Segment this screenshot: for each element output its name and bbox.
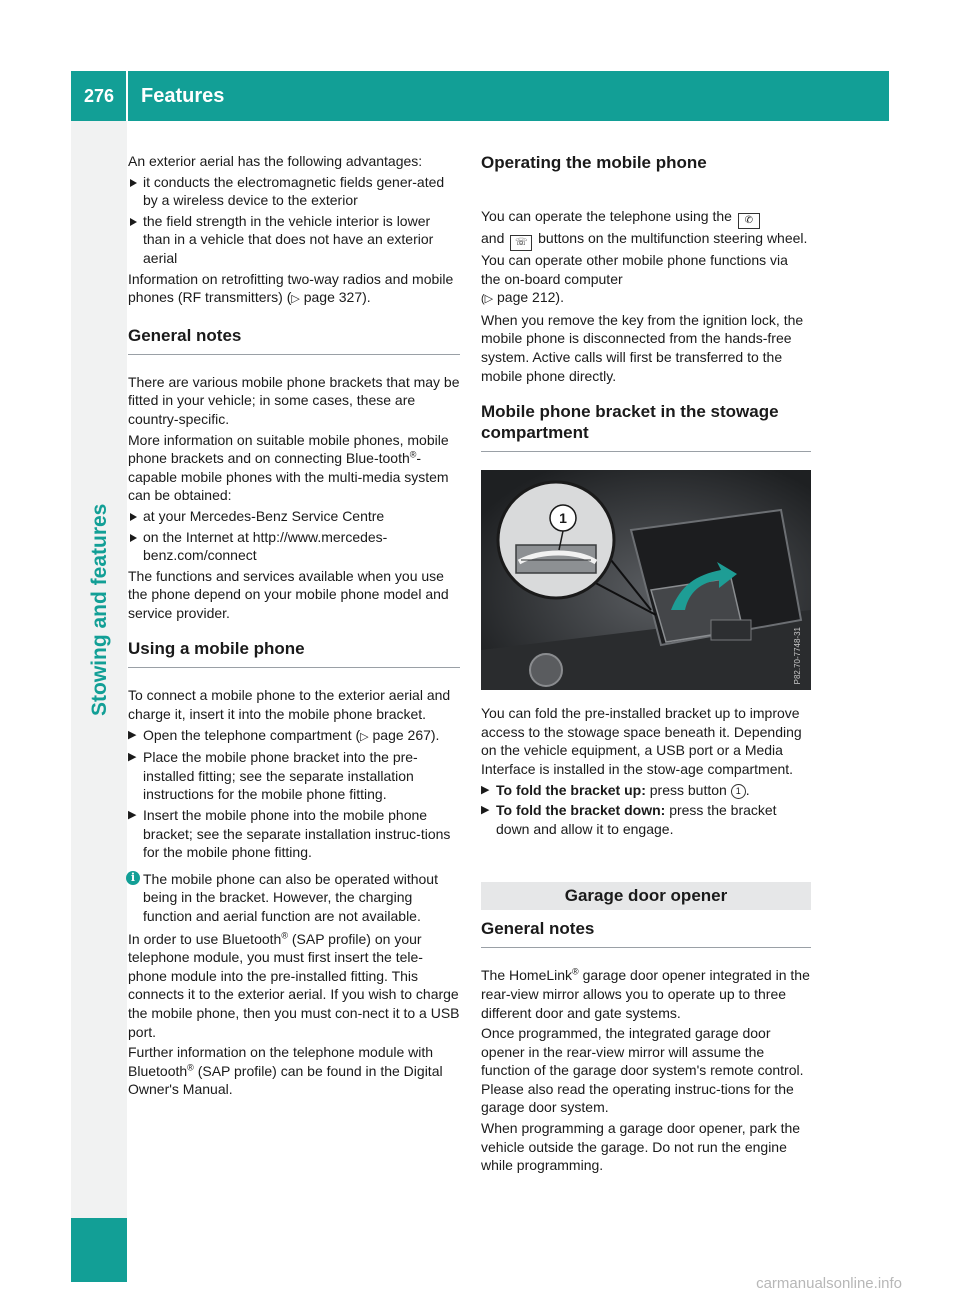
- page-ref-arrow-icon: (▷: [481, 293, 494, 306]
- page-ref-link[interactable]: page 327).: [303, 289, 371, 306]
- callout-number: 1: [559, 510, 567, 527]
- functions-text: The functions and services available when you use the phone depend on your mobile phone model and service provider.: [128, 567, 449, 621]
- connect-text: To connect a mobile phone to the exterior aerial and charge it, insert it into the mobile phone bracket.: [128, 687, 451, 723]
- chapter-label: Stowing and features: [88, 503, 111, 717]
- list-item: it conducts the electromagnetic fields gener-ated by a wireless device to the exterior: [128, 173, 460, 210]
- step-item: ▶ To fold the bracket up: press button 1 .: [481, 781, 811, 800]
- phone-hangup-icon: ☏: [510, 235, 532, 251]
- phone-pickup-icon: ✆: [738, 213, 760, 229]
- step-item: ▶ Open the telephone compartment (▷ page 267).: [128, 726, 460, 747]
- programmed-text: Once programmed, the integrated garage door opener in the rear-view mirror will assume the function of the garage door system's remote control. Please also read the operating instruc-tions for the garage door system.: [481, 1025, 804, 1116]
- garage-section-band: Garage door opener: [481, 882, 811, 910]
- programming-text: When programming a garage door opener, park the vehicle outside the garage. Do not run the engine while programming.: [481, 1120, 801, 1174]
- using-heading: Using a mobile phone: [128, 638, 460, 668]
- bracket-photo: [481, 470, 811, 690]
- further-info-text: Further information on the telephone module with Bluetooth® (SAP profile) can be found in the Digital Owner's Manual.: [128, 1044, 443, 1098]
- page-number: 276: [83, 85, 115, 106]
- bracket-heading: Mobile phone bracket in the stowage compartment: [481, 401, 811, 452]
- homelink-text: The HomeLink® garage door opener integrated in the rear-view mirror allows you to operate up to three different door and gate systems.: [481, 966, 810, 1021]
- info-note: i The mobile phone can also be operated without being in the bracket. However, the charging function and aerial function are not available.: [128, 870, 460, 926]
- list-item: the field strength in the vehicle interior is lower than in a vehicle that does not have an exterior aerial: [128, 212, 460, 268]
- step-item: ▶ Place the mobile phone bracket into the pre-installed fitting; see the separate installation instructions for the mobile phone fitting.: [128, 748, 460, 804]
- photo-code: P82.70-7748-31: [793, 626, 803, 685]
- header-divider: [126, 71, 128, 121]
- step-item: ▶ To fold the bracket down: press the bracket down and allow it to engage.: [481, 801, 811, 838]
- watermark: carmanualsonline.info: [756, 1275, 902, 1292]
- operating-heading: Operating the mobile phone: [481, 153, 707, 172]
- list-item: at your Mercedes-Benz Service Centre: [128, 507, 460, 526]
- left-column: [128, 152, 460, 1101]
- page-ref-arrow-icon: ▷: [291, 293, 300, 306]
- info-icon: i: [126, 871, 140, 885]
- right-column: [481, 152, 811, 1177]
- step-item: ▶ Insert the mobile phone into the mobile phone bracket; see the separate installation instruc-tions for the mobile phone fitting.: [128, 806, 460, 862]
- page-ref-link[interactable]: page 212).: [497, 289, 564, 306]
- key-removal-text: When you remove the key from the ignition lock, the mobile phone is disconnected from the hands-free system. Active calls will first be transferred to the mobile phone directly.: [481, 311, 804, 384]
- operating-text: You can operate the telephone using the ✆ and ☏ buttons on the multifunction steering wheel. You can operate other mobile phone functions via the on-board computer (▷ page 212).: [481, 208, 808, 306]
- more-info-text: More information on suitable mobile phones, mobile phone brackets and on connecting Blue-tooth®-capable mobile phones with the multi-media system can be obtained:: [128, 431, 449, 504]
- chapter-tab: [71, 1218, 127, 1282]
- bluetooth-text: In order to use Bluetooth® (SAP profile) on your telephone module, you must first insert the tele-phone module into the pre-installed fitting. This connects it to the exterior aerial. If you wish to charge the mobile phone, then you must con-nect it to a USB port.: [128, 929, 460, 1040]
- section-title: Features: [141, 85, 225, 107]
- fold-text: You can fold the pre-installed bracket up to improve access to the stowage space beneath it. Depending on the vehicle equipment, a USB port or a Media Interface is installed in the stow-age compartment.: [481, 705, 802, 777]
- garage-general-heading: General notes: [481, 918, 811, 948]
- list-item: on the Internet at http://www.mercedes-benz.com/connect: [128, 528, 460, 565]
- brackets-text: There are various mobile phone brackets that may be fitted in your vehicle; in some cases, these are country-specific.: [128, 373, 460, 427]
- intro-text: An exterior aerial has the following advantages:: [128, 153, 423, 169]
- general-notes-heading: General notes: [128, 325, 460, 355]
- retrofit-text: Information on retrofitting two-way radios and mobile phones (RF transmitters) (▷ page 327).: [128, 270, 454, 306]
- button-1-icon: 1: [731, 784, 746, 799]
- page-ref-arrow-icon: ▷: [360, 730, 369, 743]
- page-ref-link[interactable]: page 267).: [372, 726, 440, 743]
- stowage-compartment-illustration: [481, 470, 811, 690]
